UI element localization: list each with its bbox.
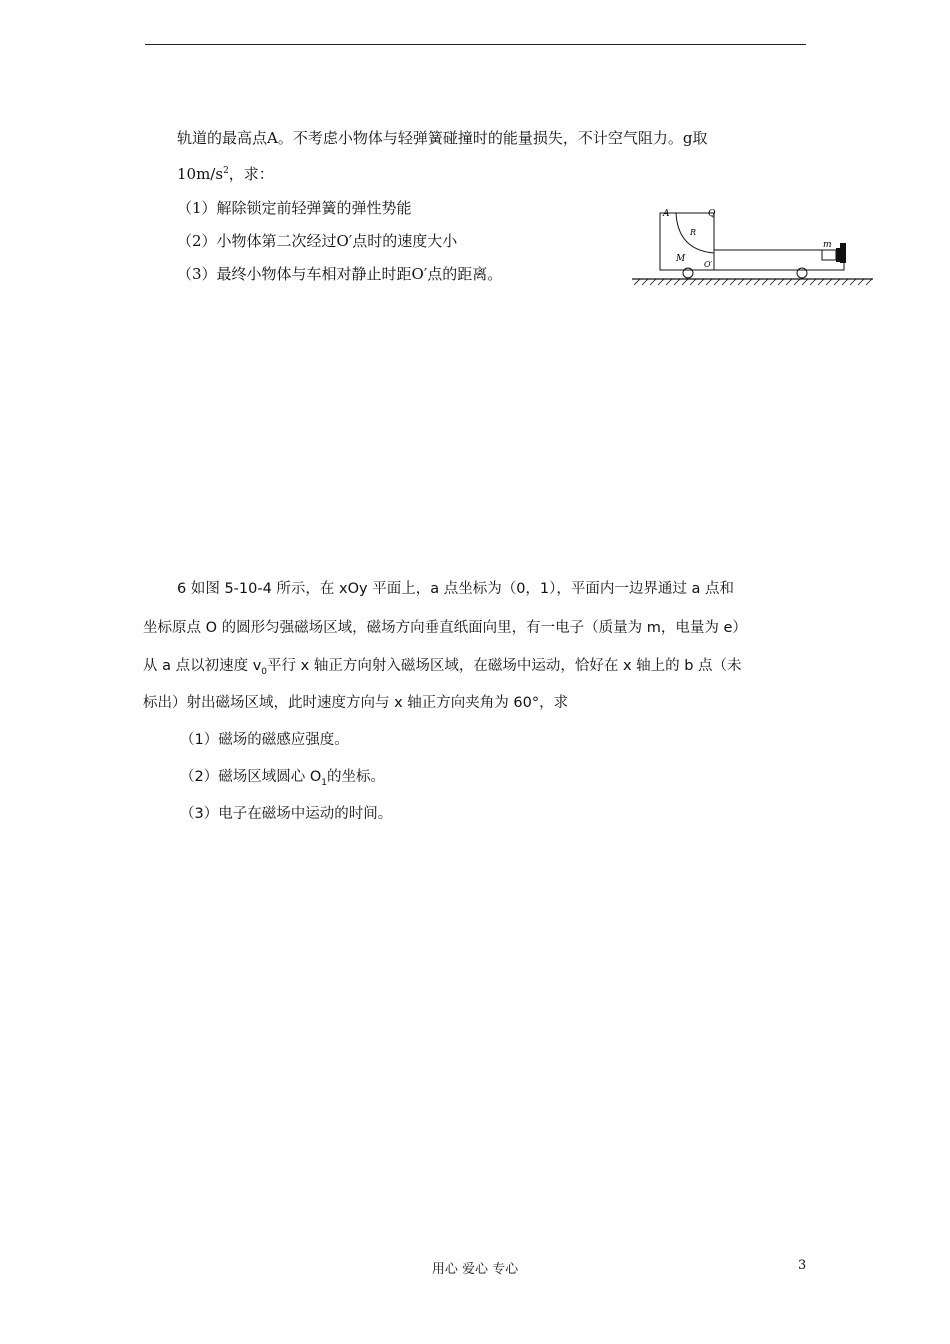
p5-question-1: （1）解除锁定前轻弹簧的弹性势能 (177, 199, 412, 217)
small-block (822, 250, 836, 260)
p6-line4: 标出）射出磁场区域，此时速度方向与 x 轴正方向夹角为 60°，求 (143, 695, 569, 711)
label-m: m (823, 240, 832, 250)
p6-question-1: （1）磁场的磁感应强度。 (180, 732, 349, 748)
p6-question-3: （3）电子在磁场中运动的时间。 (180, 806, 393, 822)
cart-track-figure (630, 205, 875, 290)
p5-line2: $10m/s^2$，求： (177, 165, 274, 183)
label-R: R (690, 228, 697, 237)
label-M: M (676, 254, 686, 264)
p6-line1: 6 如图 5-10-4 所示，在 xOy 平面上，a 点坐标为（0，1），平面内一边界通过 a 点和 (177, 581, 735, 597)
page-number: 3 (798, 1258, 807, 1273)
p5-line1: 轨道的最高点A。不考虑小物体与轻弹簧碰撞时的能量损失，不计空气阻力。g取 (177, 129, 708, 147)
p6-line3: 从 a 点以初速度 $v_0$平行 x 轴正方向射入磁场区域，在磁场中运动，恰好在 x 轴上的 b 点（未 (143, 658, 742, 677)
p6-question-2: （2）磁场区域圆心 $O_1$的坐标。 (180, 769, 385, 788)
label-O: O′ (704, 260, 713, 269)
label-Q: Q (708, 209, 716, 219)
header-rule (145, 44, 806, 45)
p5-question-2: （2）小物体第二次经过O′点时的速度大小 (177, 232, 458, 250)
footer-slogan: 用心 爱心 专心 (431, 1262, 519, 1277)
label-A: A (663, 209, 670, 219)
p6-line2: 坐标原点 O 的圆形匀强磁场区域，磁场方向垂直纸面向里，有一电子（质量为 m，电量为 e） (143, 620, 747, 636)
ground-hatch (634, 279, 872, 285)
p5-question-3: （3）最终小物体与车相对静止时距O′点的距离。 (177, 265, 503, 283)
